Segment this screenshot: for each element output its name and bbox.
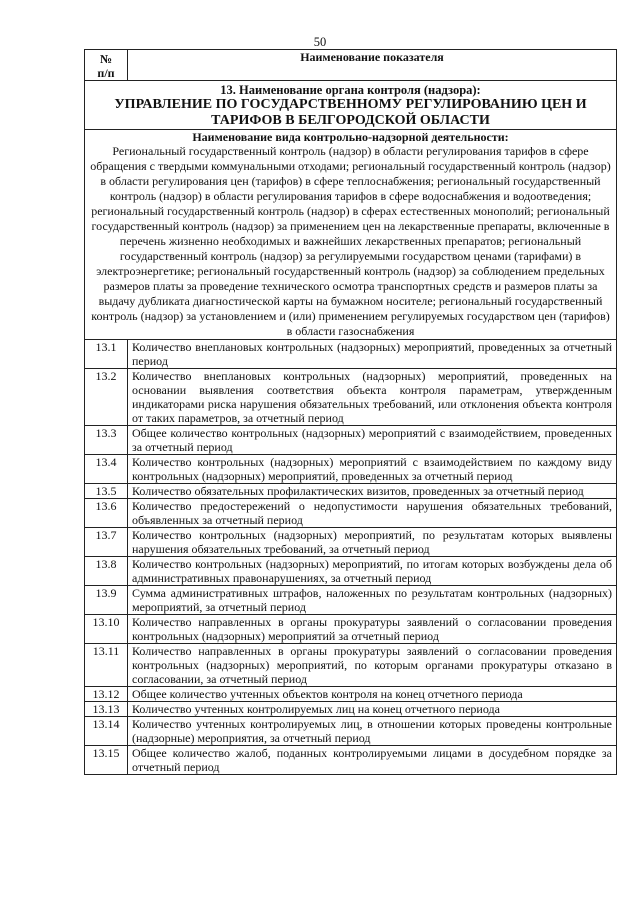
table-row — [85, 702, 617, 717]
indicator-name: Количество учтенных контролируемых лиц на конец отчетного периода — [128, 702, 617, 717]
row-number: 13.6 — [85, 499, 128, 528]
row-number: 13.2 — [85, 369, 128, 426]
row-number: 13.14 — [85, 717, 128, 746]
indicator-name: Количество контрольных (надзорных) мероприятий, по результатам которых выявлены нарушения обязательных требований, за отчетный период — [128, 528, 617, 557]
table-row — [85, 717, 617, 746]
indicator-name: Количество контрольных (надзорных) мероприятий, по итогам которых возбуждены дела об административных правонарушениях, за отчетный период — [128, 557, 617, 586]
indicator-name: Количество направленных в органы прокуратуры заявлений о согласовании проведения контрольных (надзорных) мероприятий за отчетный период — [128, 615, 617, 644]
indicator-name: Общее количество учтенных объектов контроля на конец отчетного периода — [128, 687, 617, 702]
table-row — [85, 426, 617, 455]
organization-name: УПРАВЛЕНИЕ ПО ГОСУДАРСТВЕННОМУ РЕГУЛИРОВАНИЮ ЦЕН И ТАРИФОВ В БЕЛГОРОДСКОЙ ОБЛАСТИ — [114, 97, 587, 128]
indicator-name: Количество учтенных контролируемых лиц, в отношении которых проведены контрольные (надзорные) мероприятия, за отчетный период — [128, 717, 617, 746]
activity-kind-cell — [85, 130, 617, 340]
indicator-name: Количество контрольных (надзорных) мероприятий с взаимодействием по каждому виду контрольных (надзорных) мероприятий, проведенных за отчетный период — [128, 455, 617, 484]
row-number: 13.11 — [85, 644, 128, 687]
table-row — [85, 687, 617, 702]
section-header-cell — [85, 81, 617, 130]
activity-kind-title: Наименование вида контрольно-надзорной деятельности: — [192, 130, 509, 144]
row-number: 13.10 — [85, 615, 128, 644]
table-row — [85, 615, 617, 644]
table-header-row — [85, 50, 617, 81]
row-number: 13.3 — [85, 426, 128, 455]
table-row — [85, 484, 617, 499]
indicators-table — [84, 49, 617, 775]
row-number: 13.9 — [85, 586, 128, 615]
row-number: 13.15 — [85, 746, 128, 775]
table-row — [85, 369, 617, 426]
table-row — [85, 557, 617, 586]
table-row — [85, 499, 617, 528]
row-number: 13.7 — [85, 528, 128, 557]
header-number-cell: № п/п — [85, 50, 128, 81]
row-number: 13.4 — [85, 455, 128, 484]
indicator-name: Сумма административных штрафов, наложенных по результатам контрольных (надзорных) мероприятий, за отчетный период — [128, 586, 617, 615]
table-row — [85, 455, 617, 484]
table-row — [85, 586, 617, 615]
section-title: 13. Наименование органа контроля (надзора): — [220, 83, 481, 97]
indicator-name: Количество внеплановых контрольных (надзорных) мероприятий, проведенных на основании выявления соответствия объекта контроля параметрам, утвержденным индикаторами риска нарушения обязательных требований, или отклонения объекта контроля от таких параметров, за отчетный период — [128, 369, 617, 426]
indicator-name: Количество внеплановых контрольных (надзорных) мероприятий, проведенных за отчетный период — [128, 340, 617, 369]
row-number: 13.12 — [85, 687, 128, 702]
table-row — [85, 528, 617, 557]
header-name-cell: Наименование показателя — [128, 50, 617, 81]
row-number: 13.5 — [85, 484, 128, 499]
indicator-name: Количество предостережений о недопустимости нарушения обязательных требований, объявленных за отчетный период — [128, 499, 617, 528]
indicator-name: Количество обязательных профилактических визитов, проведенных за отчетный период — [128, 484, 617, 499]
table-row — [85, 340, 617, 369]
table-row — [85, 644, 617, 687]
indicator-name: Общее количество контрольных (надзорных) мероприятий с взаимодействием, проведенных за отчетный период — [128, 426, 617, 455]
table-row — [85, 746, 617, 775]
row-number: 13.13 — [85, 702, 128, 717]
activity-kind-row — [85, 130, 617, 340]
row-number: 13.8 — [85, 557, 128, 586]
page-number: 50 — [313, 35, 327, 49]
indicator-name: Общее количество жалоб, поданных контролируемыми лицами в досудебном порядке за отчетный период — [128, 746, 617, 775]
section-header-row — [85, 81, 617, 130]
indicator-name: Количество направленных в органы прокуратуры заявлений о согласовании проведения контрольных (надзорных) мероприятий, по которым органами прокуратуры отказано в согласовании, за отчетный период — [128, 644, 617, 687]
row-number: 13.1 — [85, 340, 128, 369]
activity-kind-text: Региональный государственный контроль (надзор) в области регулирования тарифов в сфере обращения с твердыми коммунальными отходами; региональный государственный контроль (надзор) в области регулирования цен (тарифов) в сфере теплоснабжения; региональный государственный контроль (надзор) в области регулирования тарифов в сфере водоснабжения и водоотведения; региональный государственный контроль (надзор) в сферах естественных монополий; региональный государственный контроль (надзор) за применением цен на лекарственные препараты, включенные в перечень жизненно необходимых и важнейших лекарственных препаратов; региональный государственный контроль (надзор) за регулируемыми государством ценами (тарифами) в электроэнергетике; региональный государственный контроль (надзор) за соблюдением предельных размеров платы за проведение технического осмотра транспортных средств и размеров платы за выдачу дубликата диагностической карты на бумажном носителе; региональный государственный контроль (надзор) за установлением и (или) применением регулируемых государством цен (тарифов) в области газоснабжения — [90, 144, 611, 338]
